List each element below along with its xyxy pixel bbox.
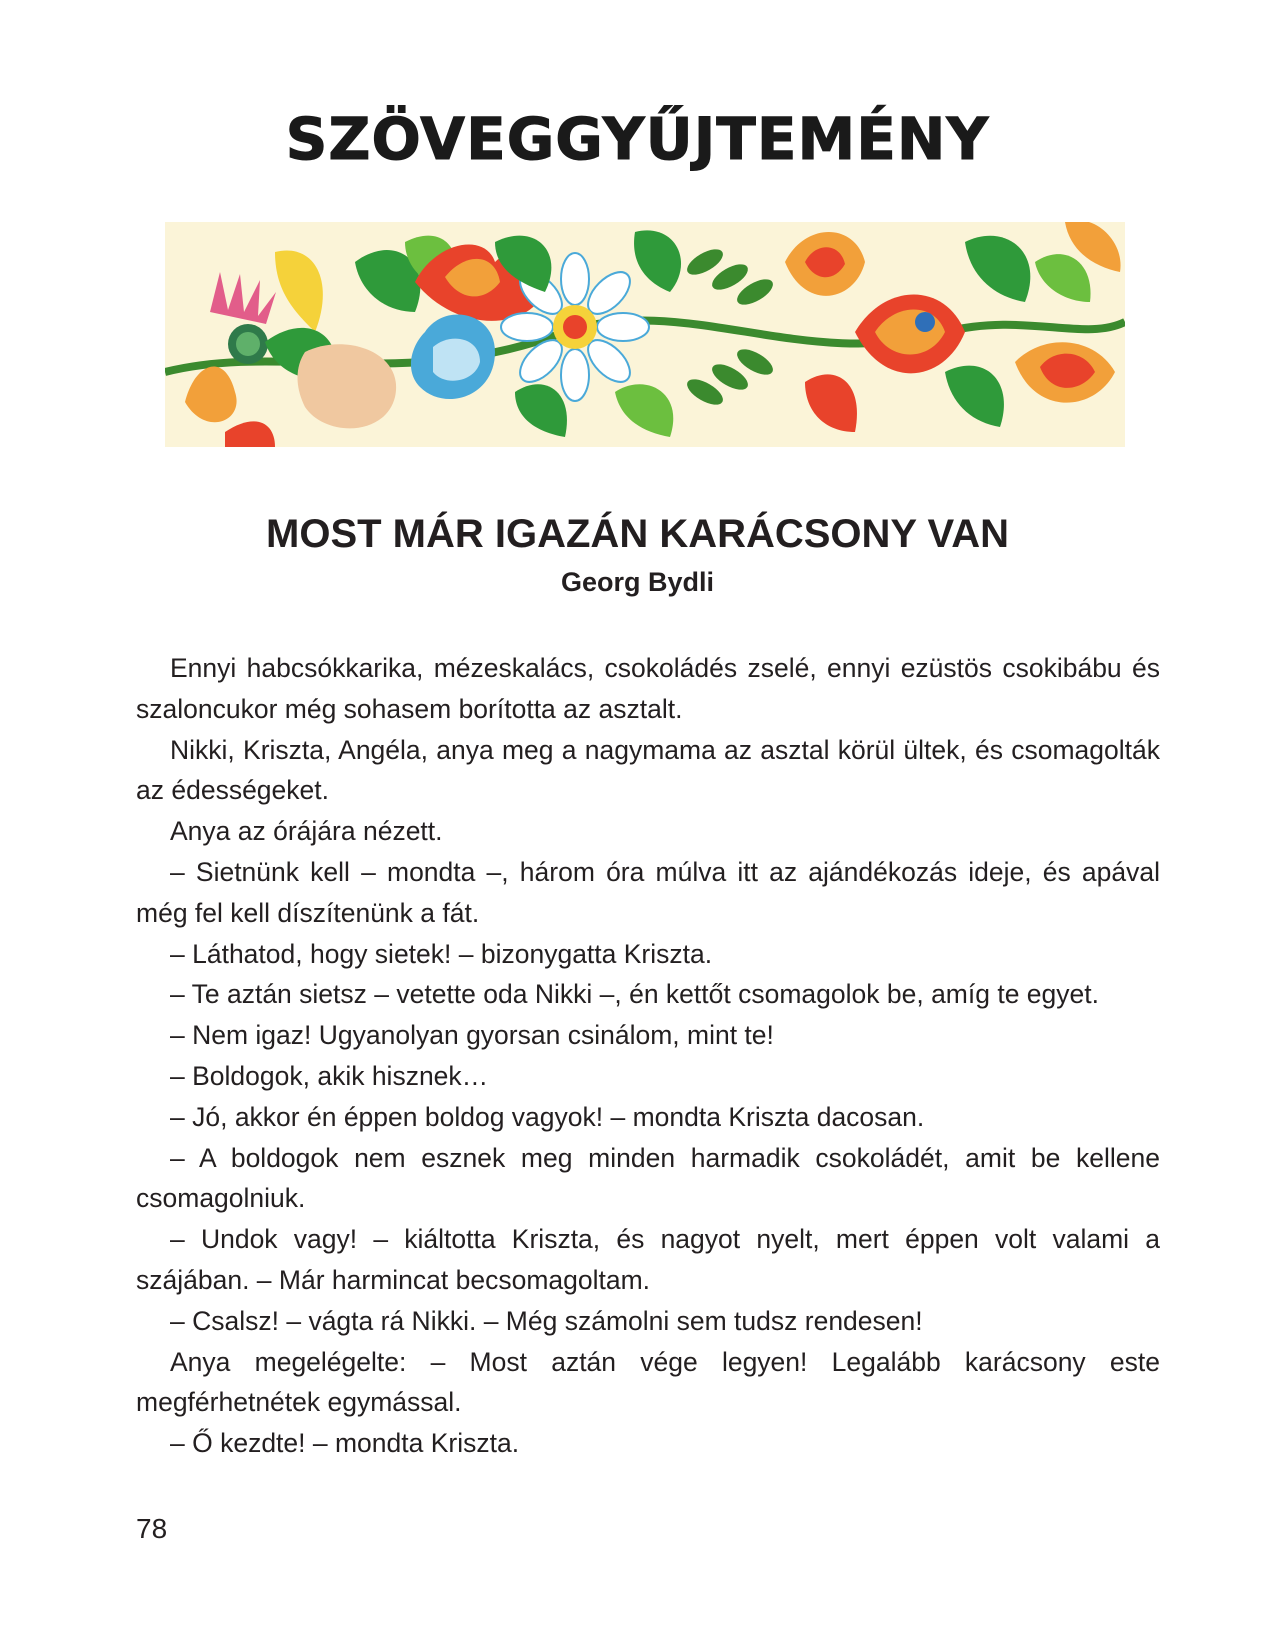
page-number: 78 bbox=[136, 1513, 168, 1544]
floral-ornament-icon bbox=[165, 222, 1125, 447]
paragraph: – Jó, akkor én éppen boldog vagyok! – mondta Kriszta dacosan. bbox=[170, 1101, 925, 1132]
paragraph: – Láthatod, hogy sietek! – bizonygatta Kriszta. bbox=[170, 938, 713, 969]
paragraph: Anya megelégelte: – Most aztán vége legyen! Legalább karácsony este megférhetnétek egymással. bbox=[136, 1346, 1160, 1418]
section-title: SZÖVEGGYŰJTEMÉNY bbox=[285, 105, 990, 173]
paragraph: – Csalsz! – vágta rá Nikki. – Még számolni sem tudsz rendesen! bbox=[170, 1305, 923, 1336]
paragraph: Ennyi habcsókkarika, mézeskalács, csokoládés zselé, ennyi ezüstös csokibábu és szaloncukor még sohasem borította az asztalt. bbox=[136, 653, 1160, 724]
paragraph: – Boldogok, akik hisznek… bbox=[170, 1060, 489, 1091]
paragraph: – Nem igaz! Ugyanolyan gyorsan csinálom, mint te! bbox=[170, 1020, 774, 1051]
folk-floral-banner bbox=[165, 222, 1125, 447]
paragraph: – Ő kezdte! – mondta Kriszta. bbox=[170, 1428, 520, 1459]
story-title: MOST MÁR IGAZÁN KARÁCSONY VAN bbox=[266, 512, 1009, 556]
paragraph: – A boldogok nem esznek meg minden harmadik csokoládét, amit be kellene csomagolniuk. bbox=[136, 1142, 1160, 1214]
paragraph: – Te aztán sietsz – vetette oda Nikki –, én kettőt csomagolok be, amíg te egyet. bbox=[170, 979, 1100, 1010]
story-author: Georg Bydli bbox=[560, 567, 715, 597]
story-body bbox=[136, 648, 1160, 1464]
paragraph: – Undok vagy! – kiáltotta Kriszta, és nagyot nyelt, mert éppen volt valami a szájában. – Már harmincat becsomagoltam. bbox=[136, 1224, 1160, 1295]
paragraph: – Sietnünk kell – mondta –, három óra múlva itt az ajándékozás ideje, és apával még fel kell díszítenünk a fát. bbox=[136, 856, 1160, 928]
paragraph: Anya az órájára nézett. bbox=[170, 816, 443, 847]
paragraph: Nikki, Kriszta, Angéla, anya meg a nagymama az asztal körül ültek, és csomagolták az édességeket. bbox=[136, 734, 1160, 806]
